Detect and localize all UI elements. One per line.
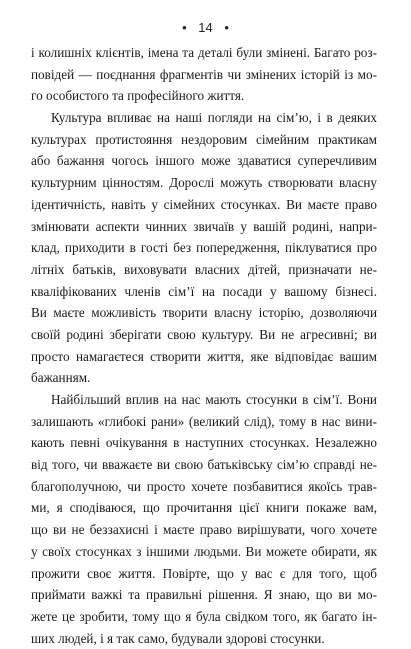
- body-text: [31, 42, 377, 649]
- text-line: прожити своє життя. Повірте, що у вас є для того, щоб: [31, 565, 377, 581]
- text-line: повідей — поєднання фрагментів чи змінених історій із мо-: [31, 66, 377, 82]
- text-line: бажанням.: [31, 370, 91, 386]
- paragraph-3: [31, 389, 377, 649]
- text-line: і колишніх клієнтів, імена та деталі були змінені. Багато роз-: [31, 45, 377, 60]
- text-line: клад, приходити в гості без попередження, піклуватися про: [31, 240, 377, 256]
- text-line: літніх батьків, виховувати власних дітей, призначати не-: [31, 261, 377, 277]
- text-line: Культура впливає на наші погляди на сім’ю, і в деяких: [51, 110, 377, 126]
- text-line: го особистого та професійного життя.: [31, 88, 245, 104]
- text-line: від того, чи вважаєте ви свою батьківську сім’ю справді не-: [31, 457, 377, 473]
- text-line: ми, я сподіваюся, що прочитання цієї книги покаже вам,: [31, 500, 377, 516]
- text-line: або бажання чогось іншого може здаватися суперечливим: [31, 153, 377, 169]
- text-line: Найбільший вплив на нас мають стосунки в сім’ї. Вони: [51, 392, 377, 407]
- text-line: культурним цінностям. Дорослі можуть створювати власну: [31, 175, 377, 191]
- header-left-mark: •: [182, 20, 187, 35]
- page-header: [0, 20, 411, 35]
- text-line: просто намагаєтеся створити життя, яке відповідає вашим: [31, 348, 377, 364]
- paragraph-1: [31, 42, 377, 107]
- text-line: благополучною, чи просто хочете позбавитися якоїсь трав-: [31, 478, 377, 494]
- text-line: у своїх стосунках з іншими людьми. Ви можете обирати, як: [31, 543, 377, 559]
- header-right-mark: •: [224, 20, 229, 35]
- paragraph-2: [31, 107, 377, 389]
- page-number: 14: [198, 20, 213, 35]
- text-line: Ви маєте можливість творити власну історію, дозволяючи: [31, 305, 377, 321]
- text-line: що ви не беззахисні і маєте право вирішувати, чого хочете: [31, 522, 377, 538]
- text-line: залишають «глибокі рани» (великий слід), тому в нас вини-: [31, 413, 377, 429]
- text-line: змінювати аспекти чинних звичаїв у вашій родині, напри-: [31, 218, 377, 234]
- text-line: культурах протистояння нездоровим сімейним практикам: [31, 131, 377, 147]
- text-line: кають певні очікування в наступних стосунках. Незалежно: [31, 435, 377, 451]
- text-line: ідентичність, навіть у сімейних стосунках. Ви маєте право: [31, 196, 377, 212]
- text-line: приймати важкі та правильні рішення. Я знаю, що ви мо-: [31, 587, 377, 603]
- text-line: своїй родині зберігати свою культуру. Ви не агресивні; ви: [31, 326, 377, 342]
- text-line: кваліфікованих членів сім’ї на посади у вашому бізнесі.: [31, 283, 377, 299]
- text-line: жете це зробити, тому що я була свідком того, як багато ін-: [31, 608, 377, 624]
- text-line: ших людей, і я так само, будували здорові стосунки.: [31, 630, 325, 646]
